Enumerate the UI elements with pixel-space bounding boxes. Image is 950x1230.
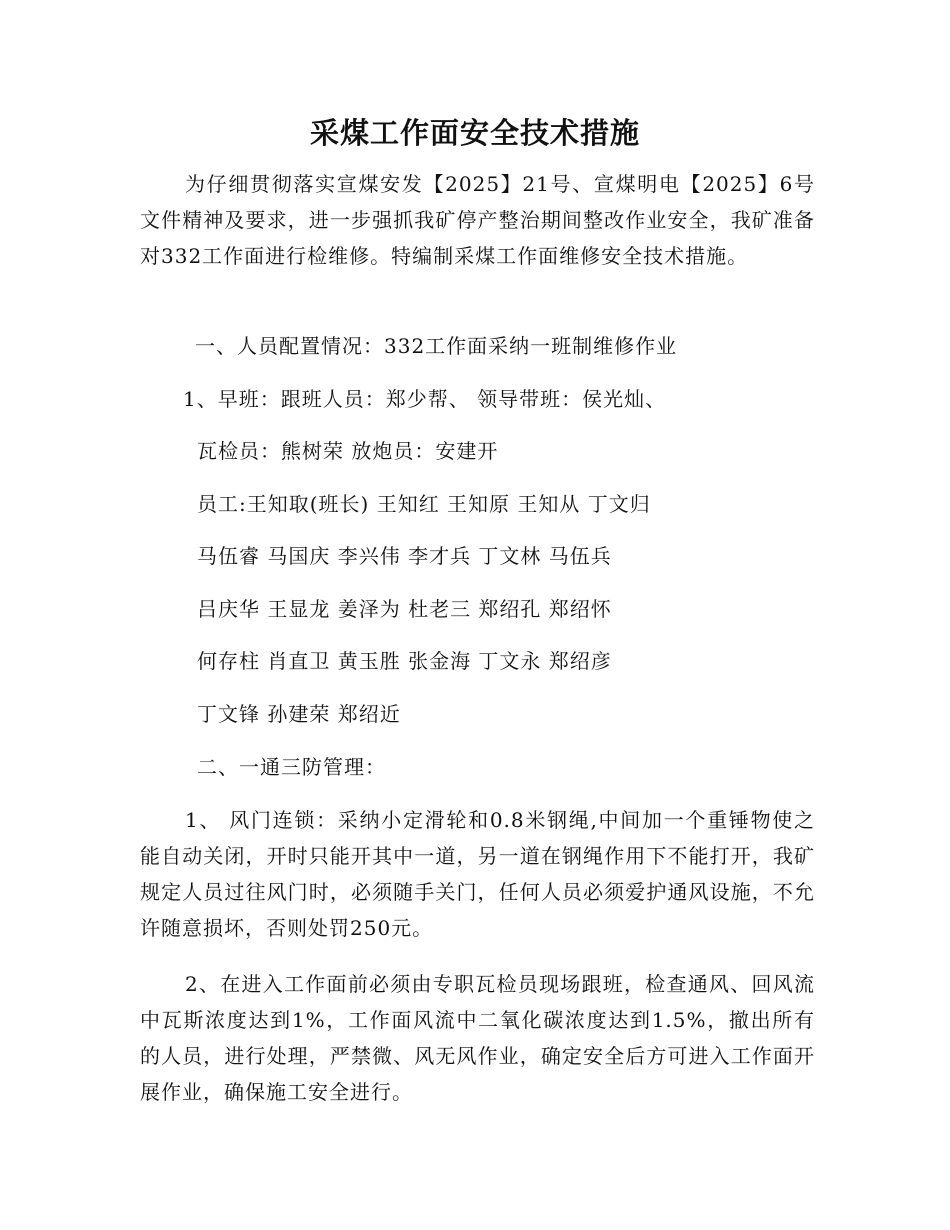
workers-line: 丁文锋 孙建荣 郑绍近 — [197, 702, 401, 726]
intro-paragraph: 为仔细贯彻落实宣煤安发【2025】21号、宣煤明电【2025】6号文件精神及要求，进一步强抓我矿停产整治期间整改作业安全，我矿准备对332工作面进行检维修。特编制采煤工作面维修安全技术措施。 — [140, 172, 815, 268]
inspectors-line: 瓦检员：熊树荣 放炮员：安建开 — [197, 439, 499, 463]
section2-heading: 二、一通三防管理： — [197, 755, 386, 779]
shift-line: 1、早班：跟班人员：郑少帮、 领导带班：侯光灿、 — [183, 387, 667, 411]
wind-door-paragraph: 1、 风门连锁：采纳小定滑轮和0.8米钢绳,中间加一个重锤物使之能自动关闭，开时只能开其中一道，另一道在钢绳作用下不能打开，我矿规定人员过往风门时，必须随手关门，任何人员必须爱护通风设施，不允许随意损坏，否则处罚250元。 — [140, 808, 815, 940]
gas-check-paragraph: 2、在进入工作面前必须由专职瓦检员现场跟班，检查通风、回风流中瓦斯浓度达到1%，工作面风流中二氧化碳浓度达到1.5%，撤出所有的人员，进行处理，严禁微、风无风作业，确定安全后方可进入工作面开展作业，确保施工安全进行。 — [140, 972, 815, 1104]
document-title: 采煤工作面安全技术措施 — [309, 116, 640, 150]
workers-line: 吕庆华 王显龙 姜泽为 杜老三 郑绍孔 郑绍怀 — [197, 597, 612, 621]
workers-line: 马伍睿 马国庆 李兴伟 李才兵 丁文林 马伍兵 — [197, 544, 612, 568]
section1-heading: 一、人员配置情况：332工作面采纳一班制维修作业 — [195, 334, 678, 358]
workers-line: 何存柱 肖直卫 黄玉胜 张金海 丁文永 郑绍彦 — [197, 649, 612, 673]
workers-line: 员工:王知取(班长) 王知红 王知原 王知从 丁文归 — [197, 492, 651, 516]
